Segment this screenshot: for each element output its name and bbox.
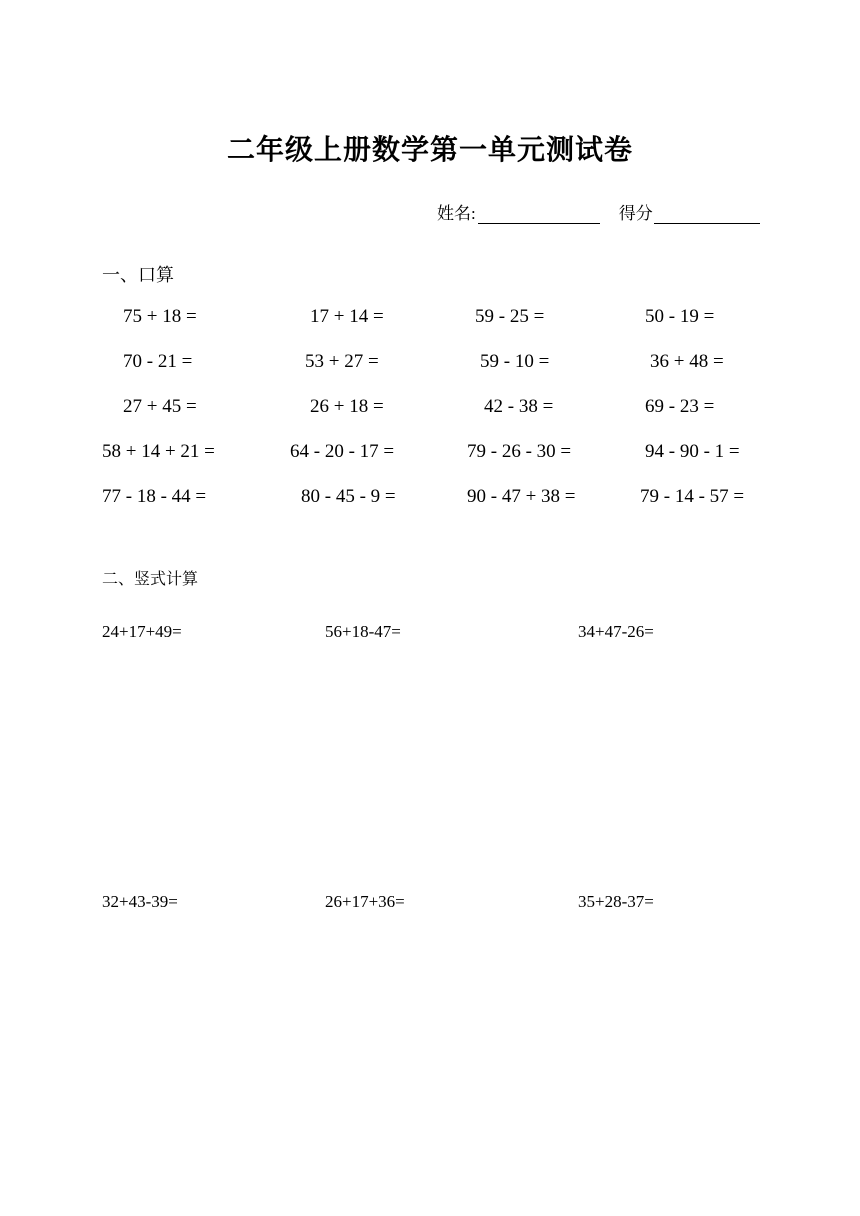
name-blank[interactable]	[478, 205, 600, 224]
score-blank[interactable]	[654, 205, 760, 224]
section-vertical-calc-title: 二、竖式计算	[102, 571, 199, 588]
section-mental-math-title: 一、口算	[102, 265, 174, 285]
mental-problem: 94 - 90 - 1 =	[645, 441, 740, 462]
score-label: 得分	[618, 204, 653, 223]
mental-problem: 80 - 45 - 9 =	[301, 486, 396, 507]
mental-problem: 27 + 45 =	[123, 396, 197, 417]
vertical-problem: 34+47-26=	[578, 622, 654, 641]
mental-problem: 59 - 10 =	[480, 351, 550, 372]
mental-problem: 69 - 23 =	[645, 396, 715, 417]
page-title: 二年级上册数学第一单元测试卷	[226, 135, 633, 166]
mental-problem: 77 - 18 - 44 =	[102, 486, 207, 507]
mental-problem: 42 - 38 =	[484, 396, 554, 417]
mental-problem: 53 + 27 =	[305, 351, 379, 372]
mental-problem: 26 + 18 =	[310, 396, 384, 417]
name-label: 姓名:	[437, 204, 476, 223]
mental-problem: 79 - 26 - 30 =	[467, 441, 572, 462]
mental-problem: 75 + 18 =	[123, 306, 197, 327]
mental-problem: 58 + 14 + 21 =	[102, 441, 215, 462]
vertical-problem: 24+17+49=	[102, 622, 182, 641]
mental-problem: 59 - 25 =	[475, 306, 545, 327]
vertical-problem: 26+17+36=	[325, 892, 405, 911]
mental-problem: 50 - 19 =	[645, 306, 715, 327]
vertical-problem: 35+28-37=	[578, 892, 654, 911]
mental-problem: 90 - 47 + 38 =	[467, 486, 576, 507]
student-info	[437, 199, 760, 224]
mental-problem: 70 - 21 =	[123, 351, 193, 372]
mental-problem: 36 + 48 =	[650, 351, 724, 372]
vertical-problem: 56+18-47=	[325, 622, 401, 641]
mental-problem: 17 + 14 =	[310, 306, 384, 327]
mental-problem: 64 - 20 - 17 =	[290, 441, 395, 462]
vertical-problem: 32+43-39=	[102, 892, 178, 911]
mental-problem: 79 - 14 - 57 =	[640, 486, 745, 507]
